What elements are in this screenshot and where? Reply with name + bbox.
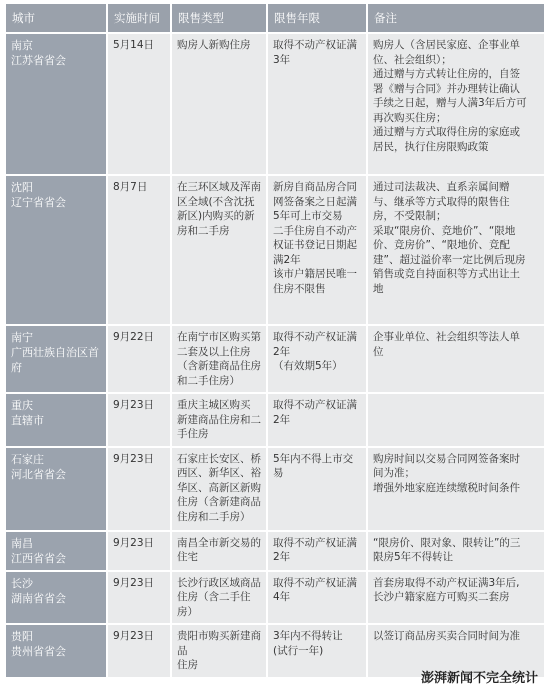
years-cell [266,448,366,530]
note-cell-line: 企事业单位、社会组织等法人单 [373,331,520,343]
city-cell [6,532,106,570]
date-cell: 9月23日 [106,532,170,570]
note-cell [366,572,544,624]
note-cell [366,34,544,174]
type-cell-line: 长沙行政区域商品 [177,576,261,589]
note-cell-line: 增强外地家庭连续缴税时间条件 [373,481,520,494]
years-cell-line: 5年内不得上市交 [273,452,354,465]
type-cell [170,572,266,624]
note-cell-line: 间为准； [373,467,415,479]
type-cell-line: 住房 [177,659,198,671]
table-body [6,34,544,677]
type-cell-line: 住房（含二手住 [177,591,251,603]
note-cell-line: 位、社会组织）； [373,53,452,66]
type-cell-line: 住宅 [177,551,198,563]
years-cell-line: 5年可上市交易 [273,210,343,222]
note-cell-line: 购房人（含居民家庭、企事业单 [373,39,520,51]
years-cell-line: 取得不动产权证满 [273,399,357,411]
city-cell-line: 直辖市 [11,414,44,427]
table-row [6,532,544,570]
type-cell-line: 南昌全市新交易的 [177,536,261,549]
table-row [6,448,544,530]
date-cell: 8月7日 [106,176,170,324]
note-cell-line: 位 [373,345,384,358]
note-cell-line: 以签订商品房买卖合同时间为准 [373,630,520,642]
type-cell [170,34,266,174]
city-cell-line: 长沙 [11,576,33,590]
city-cell-line: 贵阳 [11,630,33,643]
years-cell-line: (试行一年) [273,644,324,657]
note-cell-line: 与、继承等方式取得的限售住 [373,195,510,208]
table-header-row [6,4,544,32]
note-cell-line: 署《赠与合同》并办理转让确认 [373,82,520,95]
years-cell-line: 2年 [273,345,291,358]
city-cell [6,394,106,446]
type-cell-line: （含新建商品住房 [177,360,261,372]
type-cell-line: 房和二手房 [177,224,230,237]
note-cell-line: 再次购买住房； [373,111,447,124]
header-years: 限售年限 [266,4,366,32]
note-cell [366,448,544,530]
type-cell-line: 和二手住房） [177,374,240,387]
years-cell-line: 该市户籍居民唯一 [273,268,357,280]
years-cell-line: （有效期5年） [273,360,343,372]
years-cell-line: 2年 [273,551,291,563]
type-cell-line: 贵阳市购买新建商品 [177,630,261,657]
type-cell [170,176,266,324]
table-row [6,34,544,174]
years-cell-line: 易 [273,467,284,479]
type-cell [170,625,266,677]
type-cell-line: 新区)内购买的新 [177,210,255,222]
date-cell: 9月23日 [106,625,170,677]
note-cell [366,394,544,446]
city-cell-line: 广西壮族自治区首 [11,346,99,359]
type-cell-line: 新建商品住房和二 [177,413,261,426]
years-cell-line: 4年 [273,591,291,603]
type-cell-line: 重庆主城区购买 [177,399,251,411]
city-cell-line: 重庆 [11,399,33,412]
header-city: 城市 [6,4,106,32]
city-cell-line: 府 [11,361,22,374]
note-cell-line: 采取“限房价、竞地价”、“限地 [373,224,516,237]
table-row [6,326,544,392]
type-cell-line: 手住房 [177,428,209,440]
years-cell-line: 住房不限售 [273,282,326,295]
years-cell-line: 3年 [273,53,291,66]
source-footer: 澎湃新闻不完全统计 [420,671,538,686]
note-cell-line: “限房价、限对象、限转让”的三 [373,536,521,549]
type-cell-line: 石家庄长安区、桥 [177,452,261,465]
years-cell-line: 权证书登记日期起 [273,239,357,251]
note-cell-line: 居民，执行住房限购政策 [373,140,489,153]
date-cell: 9月22日 [106,326,170,392]
header-date: 实施时间 [106,4,170,32]
city-cell [6,572,106,624]
city-cell [6,34,106,174]
years-cell [266,34,366,174]
note-cell-line: 地 [373,282,384,295]
years-cell-line: 取得不动产权证满 [273,331,357,343]
city-cell [6,176,106,324]
note-cell-line: 建”、超过溢价率一定比例后现房 [373,253,526,266]
date-cell: 9月23日 [106,448,170,530]
type-cell-line: 住房（含新建商品 [177,496,261,508]
type-cell-line: 购房人新购住房 [177,39,251,51]
years-cell-line: 网签备案之日起满 [273,195,357,208]
city-cell [6,625,106,677]
years-cell-line: 取得不动产权证满 [273,536,357,549]
table-row [6,394,544,446]
note-cell [366,326,544,392]
city-cell-line: 辽宁省省会 [11,196,66,209]
years-cell-line: 满2年 [273,253,301,266]
city-cell-line: 江西省省会 [11,551,66,565]
table-row [6,176,544,324]
type-cell [170,448,266,530]
header-note: 备注 [366,4,544,32]
note-cell-line: 价、竞房价”、“限地价、竞配 [373,239,510,251]
years-cell-line: 3年内不得转让 [273,630,343,642]
note-cell-line: 通过赠与方式转让住房的，自签 [373,68,520,80]
city-cell-line: 贵州省省会 [11,645,66,658]
years-cell [266,532,366,570]
note-cell [366,176,544,324]
note-cell-line: 通过赠与方式取得住房的家庭或 [373,126,520,138]
date-cell: 9月23日 [106,394,170,446]
years-cell-line: 取得不动产权证满 [273,39,357,51]
note-cell-line: 手续之日起，赠与人满3年后方可 [373,97,527,109]
years-cell [266,176,366,324]
housing-sale-restriction-table [6,2,544,679]
years-cell-line: 新房自商品房合同 [273,181,357,193]
date-cell: 5月14日 [106,34,170,174]
note-cell-line: 销售或竞自持面积等方式出让土 [373,268,520,280]
years-cell [266,326,366,392]
years-cell [266,572,366,624]
years-cell-line: 二手住房自不动产 [273,224,357,237]
city-cell-line: 湖南省省会 [11,591,66,605]
type-cell-line: 在南宁市区购买第 [177,331,261,343]
type-cell-line: 华区、高新区新购 [177,481,261,494]
note-cell-line: 通过司法裁决、直系亲属间赠 [373,181,510,193]
header-type: 限售类型 [170,4,266,32]
note-cell-line: 限房5年不得转让 [373,551,454,563]
type-cell-line: 二套及以上住房 [177,345,251,358]
table-row [6,572,544,624]
city-cell-line: 石家庄 [11,452,44,466]
city-cell [6,448,106,530]
years-cell-line: 取得不动产权证满 [273,576,357,589]
type-cell [170,326,266,392]
years-cell [266,394,366,446]
note-cell [366,532,544,570]
type-cell-line: 西区、新华区、裕 [177,467,261,479]
type-cell-line: 房） [177,605,198,618]
type-cell [170,394,266,446]
note-cell-line: 房，不受限制； [373,210,447,222]
years-cell-line: 2年 [273,413,291,426]
city-cell-line: 南昌 [11,536,33,550]
city-cell [6,326,106,392]
type-cell [170,532,266,570]
note-cell-line: 首套房取得不动产权证满3年后, [373,576,520,589]
type-cell-line: 住房和二手房） [177,510,251,523]
type-cell-line: 区全域(不含沈抚 [177,195,255,208]
city-cell-line: 河北省省会 [11,467,66,481]
years-cell [266,625,366,677]
city-cell-line: 江苏省省会 [11,54,66,67]
city-cell-line: 沈阳 [11,181,33,194]
note-cell-line: 长沙户籍家庭方可购买二套房 [373,591,510,603]
date-cell: 9月23日 [106,572,170,624]
city-cell-line: 南宁 [11,331,33,344]
city-cell-line: 南京 [11,39,33,52]
type-cell-line: 在三环区域及浑南 [177,181,261,193]
note-cell-line: 购房时间以交易合同网签备案时 [373,452,520,465]
